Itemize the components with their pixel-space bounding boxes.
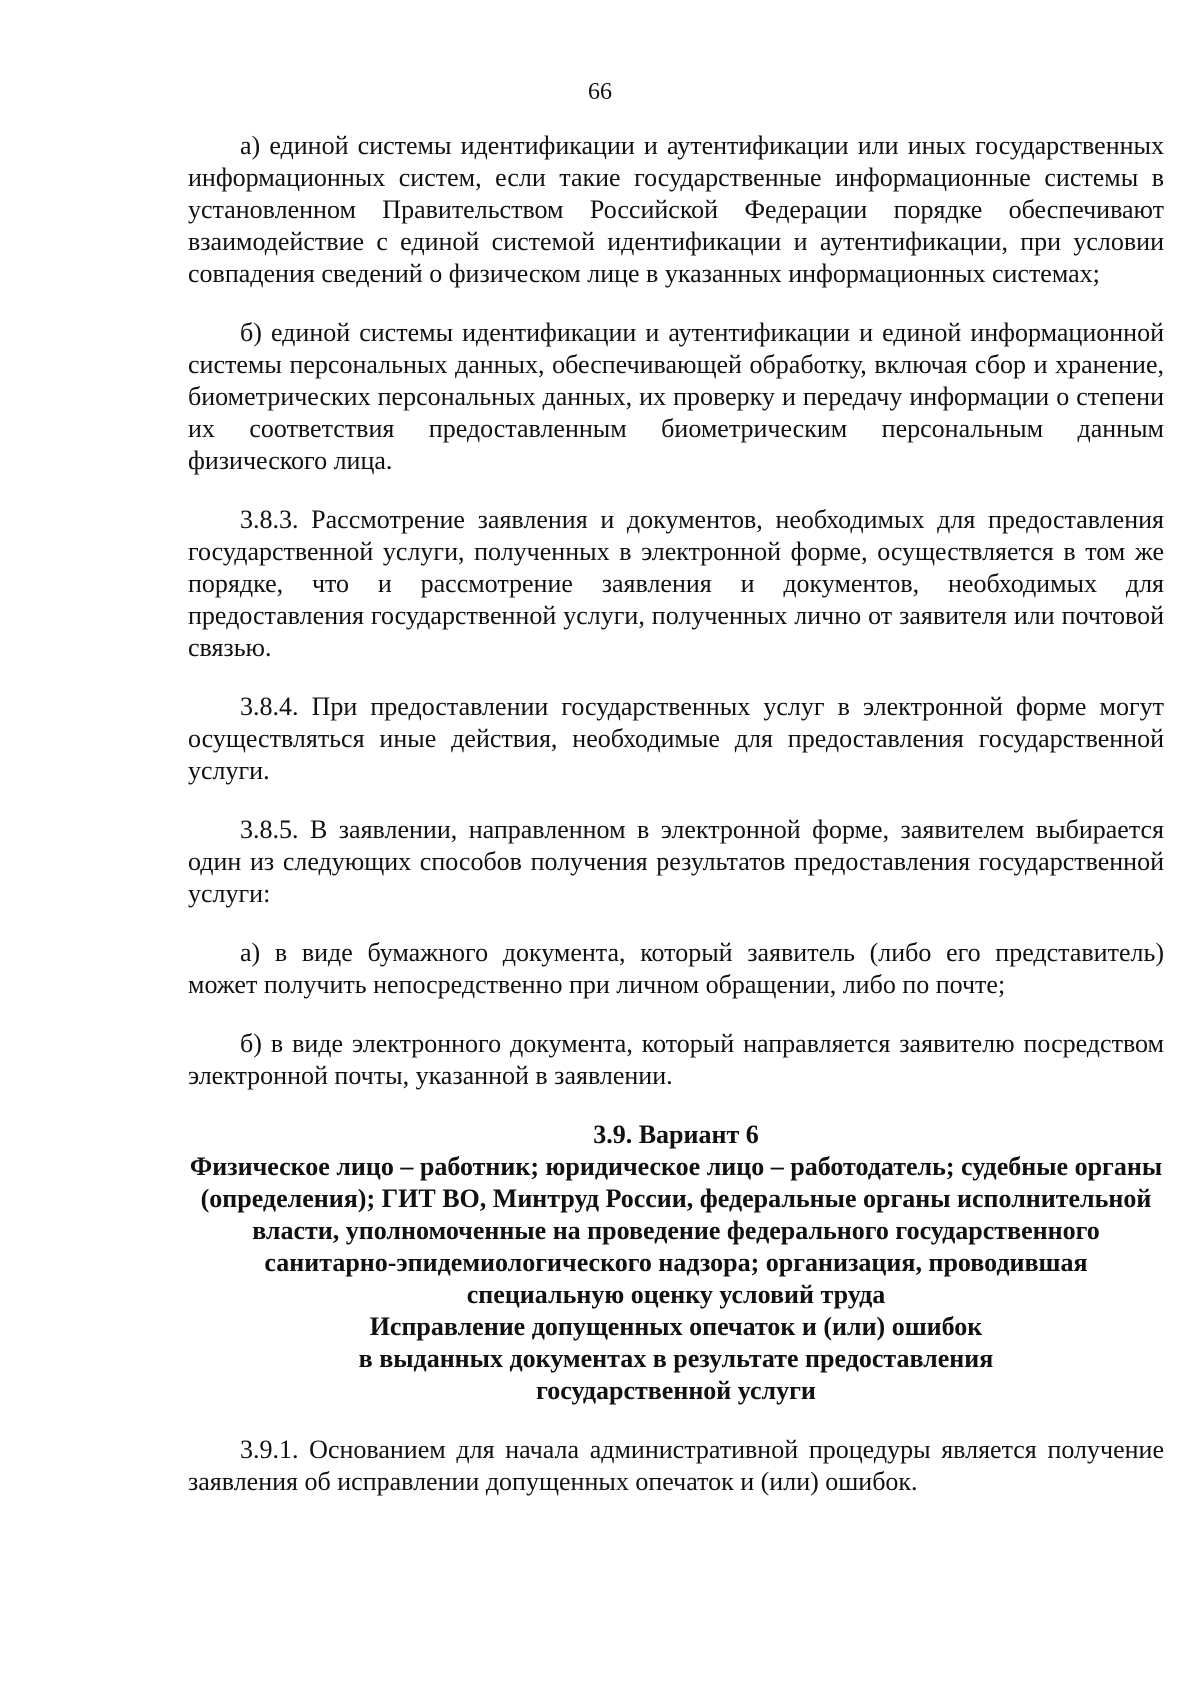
- section-heading-title: 3.9. Вариант 6: [593, 1120, 759, 1149]
- paragraph-option-b: б) в виде электронного документа, который направляется заявителю посредством электронной почты, указанной в заявлении.: [188, 1029, 1164, 1090]
- section-heading: [188, 1119, 1164, 1407]
- document-body: [188, 130, 1164, 1525]
- paragraph-item-a: а) единой системы идентификации и аутентификации или иных государственных информационных систем, если такие государственные информационные системы в установленном Правительством Российской Федерации порядке обеспечивают взаимодействие с единой системой идентификации и аутентификации, при условии совпадения сведений о физическом лице в указанных информационных системах;: [188, 131, 1164, 288]
- page-number: 66: [588, 79, 612, 105]
- paragraph-3-8-4: 3.8.4. При предоставлении государственных услуг в электронной форме могут осуществляться иные действия, необходимые для предоставления государственной услуги.: [188, 692, 1164, 785]
- paragraph-item-b: б) единой системы идентификации и аутентификации и единой информационной системы персональных данных, обеспечивающей обработку, включая сбор и хранение, биометрических персональных данных, их проверку и передачу информации о степени их соответствия предоставленным биометрическим персональным данным физического лица.: [188, 318, 1164, 475]
- paragraph-3-8-5: 3.8.5. В заявлении, направленном в электронной форме, заявителем выбирается один из следующих способов получения результатов предоставления государственной услуги:: [188, 815, 1164, 908]
- section-heading-subject-3: государственной услуги: [536, 1376, 816, 1405]
- section-heading-subject-1: Исправление допущенных опечаток и (или) ошибок: [369, 1312, 983, 1341]
- section-heading-subject-2: в выданных документах в результате предоставления: [358, 1344, 994, 1373]
- paragraph-3-8-3: 3.8.3. Рассмотрение заявления и документов, необходимых для предоставления государственной услуги, полученных в электронной форме, осуществляется в том же порядке, что и рассмотрение заявления и документов, необходимых для предоставления государственной услуги, полученных лично от заявителя или почтовой связью.: [188, 505, 1164, 662]
- section-heading-applicants: Физическое лицо – работник; юридическое лицо – работодатель; судебные органы (определения); ГИТ ВО, Минтруд России, федеральные органы исполнительной власти, уполномоченные на проведение федерального государственного санитарно-эпидемиологического надзора; организация, проводившая специальную оценку условий труда: [189, 1152, 1163, 1309]
- paragraph-option-a: а) в виде бумажного документа, который заявитель (либо его представитель) может получить непосредственно при личном обращении, либо по почте;: [188, 938, 1164, 999]
- paragraph-3-9-1: 3.9.1. Основанием для начала административной процедуры является получение заявления об исправлении допущенных опечаток и (или) ошибок.: [188, 1435, 1164, 1496]
